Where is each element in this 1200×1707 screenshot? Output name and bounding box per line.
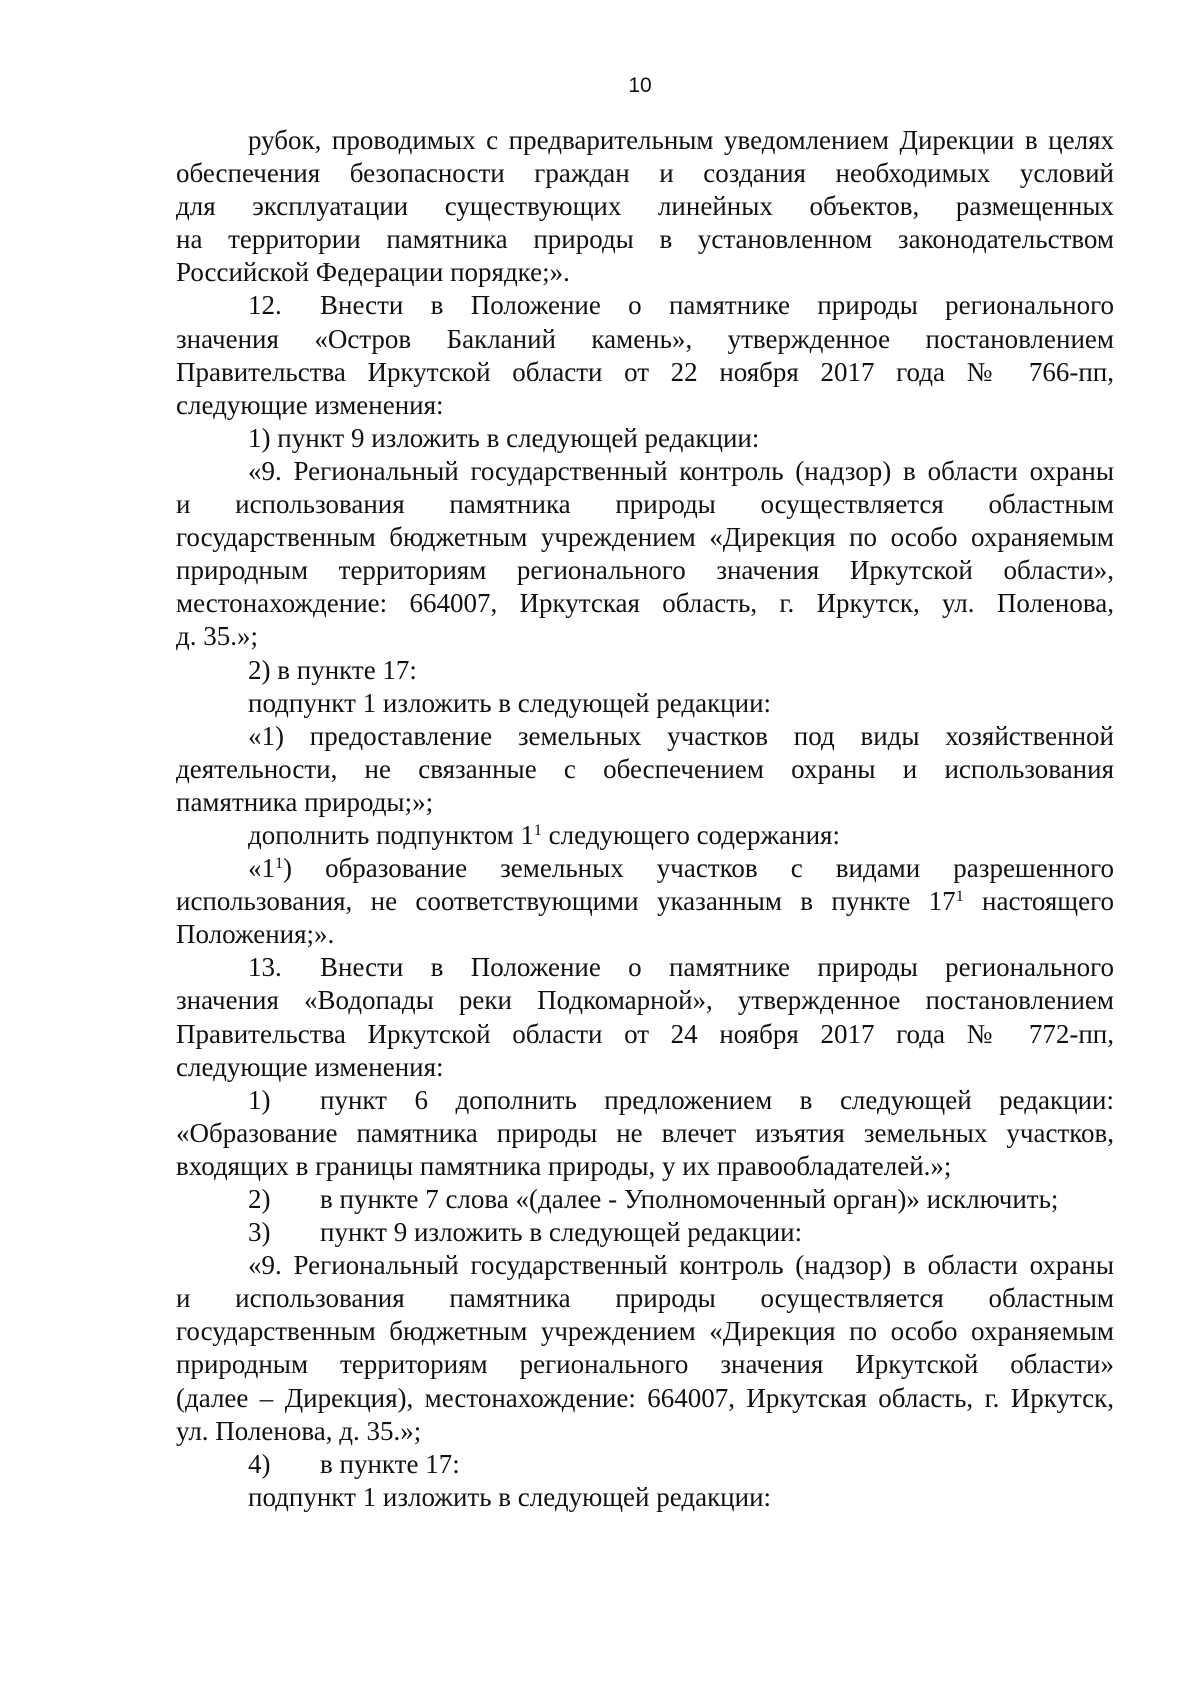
text-line: государственным бюджетным учреждением «Дирекция по особо охраняемым bbox=[176, 522, 1114, 553]
item-13-line bbox=[176, 951, 1114, 984]
text-line: рубок, проводимых с предварительным уведомлением Дирекции в целях bbox=[248, 125, 1114, 155]
item-12-line bbox=[176, 289, 1114, 322]
text-line: значения «Остров Бакланий камень», утвержденное постановлением bbox=[176, 323, 1114, 354]
document-body bbox=[176, 124, 1114, 1514]
sub-item-line bbox=[176, 1216, 1114, 1249]
text-line: на территории памятника природы в установленном законодательством bbox=[176, 224, 1114, 255]
text-line: подпункт 1 изложить в следующей редакции: bbox=[248, 687, 772, 718]
text-line: природным территориям регионального значения Иркутской области», bbox=[176, 555, 1114, 586]
text-line: и использования памятника природы осуществляется областным bbox=[176, 1283, 1114, 1314]
text-line: природным территориям регионального значения Иркутской области» bbox=[176, 1349, 1114, 1380]
text-fragment: ) образование земельных участков с видами разрешенного bbox=[283, 853, 1114, 884]
text-line: «9. Региональный государственный контроль (надзор) в области охраны bbox=[248, 1250, 1114, 1281]
text-line: государственным бюджетным учреждением «Дирекция по особо охраняемым bbox=[176, 1316, 1114, 1347]
text-line: «9. Региональный государственный контроль (надзор) в области охраны bbox=[248, 455, 1114, 486]
text-line: для эксплуатации существующих линейных объектов, размещенных bbox=[176, 191, 1114, 222]
text-fragment: Внести в Положение о памятнике природы регионального bbox=[320, 952, 1114, 983]
superscript: 1 bbox=[955, 888, 964, 906]
superscript: 1 bbox=[275, 855, 283, 873]
text-line: д. 35.»; bbox=[176, 621, 258, 652]
page-number: 10 bbox=[628, 74, 652, 97]
text-line: следующие изменения: bbox=[176, 1051, 444, 1082]
text-fragment: настоящего bbox=[963, 886, 1114, 917]
text-fragment: Внести в Положение о памятнике природы регионального bbox=[320, 290, 1114, 321]
text-line: Правительства Иркутской области от 22 ноября 2017 года № 766-пп, bbox=[176, 356, 1114, 387]
text-line: (далее – Дирекция), местонахождение: 664007, Иркутская область, г. Иркутск, bbox=[176, 1382, 1114, 1413]
text-line-with-superscript bbox=[176, 819, 1114, 852]
superscript: 1 bbox=[533, 821, 542, 839]
sub-item-number: 4) bbox=[248, 1448, 271, 1479]
sub-item-line bbox=[176, 1448, 1114, 1481]
text-line: значения «Водопады реки Подкомарной», утвержденное постановлением bbox=[176, 985, 1114, 1016]
text-line: местонахождение: 664007, Иркутская область, г. Иркутск, ул. Поленова, bbox=[176, 588, 1114, 619]
sub-item-line bbox=[176, 1183, 1114, 1216]
text-fragment: следующего содержания: bbox=[541, 819, 840, 850]
sub-item-line bbox=[176, 1084, 1114, 1117]
text-line: памятника природы;»; bbox=[176, 786, 434, 817]
text-line-with-superscript bbox=[176, 885, 1114, 918]
text-line: деятельности, не связанные с обеспечением охраны и использования bbox=[176, 753, 1114, 784]
text-fragment: «1 bbox=[248, 853, 275, 884]
text-line: входящих в границы памятника природы, у их правообладателей.»; bbox=[176, 1150, 952, 1181]
text-line: и использования памятника природы осуществляется областным bbox=[176, 489, 1114, 520]
text-line: следующие изменения: bbox=[176, 389, 444, 420]
text-fragment: пункт 6 дополнить предложением в следующей редакции: bbox=[320, 1084, 1114, 1115]
text-line: «1) предоставление земельных участков под виды хозяйственной bbox=[248, 720, 1114, 751]
text-line: обеспечения безопасности граждан и создания необходимых условий bbox=[176, 158, 1114, 189]
text-fragment: пункт 9 изложить в следующей редакции: bbox=[320, 1217, 803, 1248]
text-fragment: использования, не соответствующими указанным в пункте 17 bbox=[176, 886, 956, 917]
text-line: Правительства Иркутской области от 24 ноября 2017 года № 772-пп, bbox=[176, 1018, 1114, 1049]
text-line: 1) пункт 9 изложить в следующей редакции: bbox=[248, 422, 760, 453]
text-line-with-superscript bbox=[176, 852, 1114, 885]
text-line: Положения;». bbox=[176, 919, 335, 950]
text-fragment: в пункте 7 слова «(далее - Уполномоченный орган)» исключить; bbox=[320, 1184, 1059, 1214]
sub-item-number: 1) bbox=[248, 1084, 271, 1115]
text-line: 2) в пункте 17: bbox=[248, 654, 417, 685]
item-number: 13. bbox=[248, 952, 282, 983]
text-fragment: в пункте 17: bbox=[320, 1448, 460, 1479]
text-fragment: дополнить подпунктом 1 bbox=[248, 819, 534, 850]
text-line: Российской Федерации порядке;». bbox=[176, 257, 570, 288]
sub-item-number: 2) bbox=[248, 1184, 271, 1214]
text-line: подпункт 1 изложить в следующей редакции: bbox=[248, 1481, 772, 1512]
sub-item-number: 3) bbox=[248, 1217, 271, 1248]
text-line: «Образование памятника природы не влечет изъятия земельных участков, bbox=[176, 1117, 1114, 1148]
text-line: ул. Поленова, д. 35.»; bbox=[176, 1415, 422, 1446]
item-number: 12. bbox=[248, 290, 282, 321]
